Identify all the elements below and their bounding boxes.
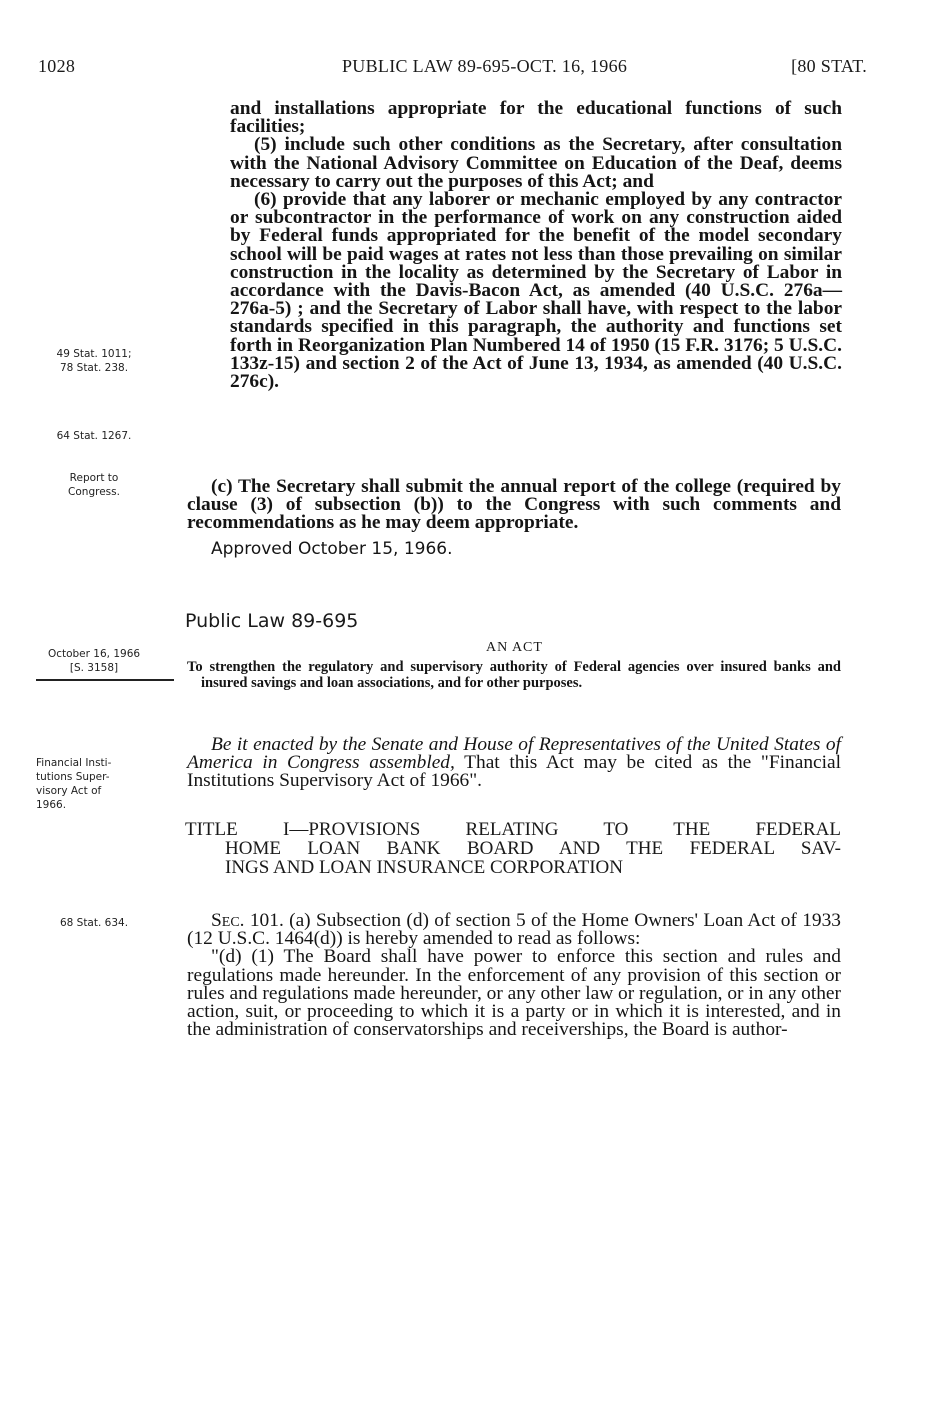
section-label: Sec. — [211, 910, 245, 931]
margin-note-report: Report to Congress. — [68, 472, 120, 498]
statute-reference: [80 STAT. — [791, 56, 867, 76]
margin-note-stat-1011: 49 Stat. 1011; 78 Stat. 238. — [56, 348, 132, 374]
paragraph-c-block — [187, 478, 841, 533]
an-act-heading: AN ACT — [486, 640, 543, 655]
enacting-clause-rest: That this Act may be cited as the "Financial Institutions Supervisory Act of 1966". — [187, 752, 841, 792]
divider-rule — [36, 679, 174, 681]
title-i-heading: TITLE I—PROVISIONS RELATING TO THE FEDERAL HOME LOAN BANK BOARD AND THE FEDERAL SAV- INGS AND LOAN INSURANCE CORPORATION — [185, 819, 841, 878]
section-101-text: 101. (a) Subsection (d) of section 5 of the Home Owners' Loan Act of 1933 (12 U.S.C. 1464(d)) is hereby amended to read as follows: — [187, 910, 841, 950]
purpose-clause: To strengthen the regulatory and supervisory authority of Federal agencies over insured banks and insured savings and loan associations, and for other purposes. — [187, 659, 841, 691]
paragraph-c: (c) The Secretary shall submit the annual report of the college (required by clause (3) of subsection (b)) to the Congress with such comments and recommendations as he may deem appropriate. — [187, 476, 841, 534]
paragraph-5: (5) include such other conditions as the Secretary, after consultation with the National Advisory Committee on Education of the Deaf, deems necessary to carry out the purposes of this Act; and — [230, 134, 842, 192]
paragraph-continuation: and installations appropriate for the educational functions of such facilities; — [230, 98, 842, 138]
public-law-title: Public Law 89-695 — [185, 610, 359, 632]
margin-note-stat-1267: 64 Stat. 1267. — [56, 430, 132, 442]
enacting-clause-italic: Be it enacted by the Senate and House of Representatives of the United States of America in Congress assembled, — [187, 734, 841, 774]
upper-body — [230, 100, 842, 391]
running-title: PUBLIC LAW 89-695-OCT. 16, 1966 — [342, 56, 628, 76]
enacting-clause — [187, 736, 841, 791]
paragraph-6: (6) provide that any laborer or mechanic employed by any contractor or subcontractor in the performance of work on any construction aided by Federal funds appropriated for the benefit of the model secondary school will be paid wages at rates not less than those prevailing on similar construction in the locality as determined by the Secretary of Labor in accordance with the Davis-Bacon Act, as amended (40 U.S.C. 276a—276a-5) ; and the Secretary of Labor shall have, with respect to the labor standards specified in this paragraph, the authority and functions set forth in Reorganization Plan Numbered 14 of 1950 (15 F.R. 3176; 5 U.S.C. 133z-15) and section 2 of the Act of June 13, 1934, as amended (40 U.S.C. 276c). — [230, 189, 842, 393]
margin-note-date: October 16, 1966 [S. 3158] — [47, 648, 141, 674]
margin-note-stat-634: 68 Stat. 634. — [59, 917, 129, 929]
margin-note-fisa: Financial Insti- tutions Super- visory Act of 1966. — [36, 757, 112, 811]
page-number: 1028 — [38, 56, 76, 76]
subsection-d-1: "(d) (1) The Board shall have power to enforce this section and rules and regulations made hereunder. In the enforcement of any provision of this section or rules and regulations made hereunder, or any other law or regulation, or in any other action, suit, or proceeding to which it is a party or in which it is interested, and in the administration of conservatorships and receiverships, the Board is author- — [187, 946, 841, 1041]
approval-line: Approved October 15, 1966. — [211, 539, 453, 559]
section-101 — [187, 912, 841, 1039]
